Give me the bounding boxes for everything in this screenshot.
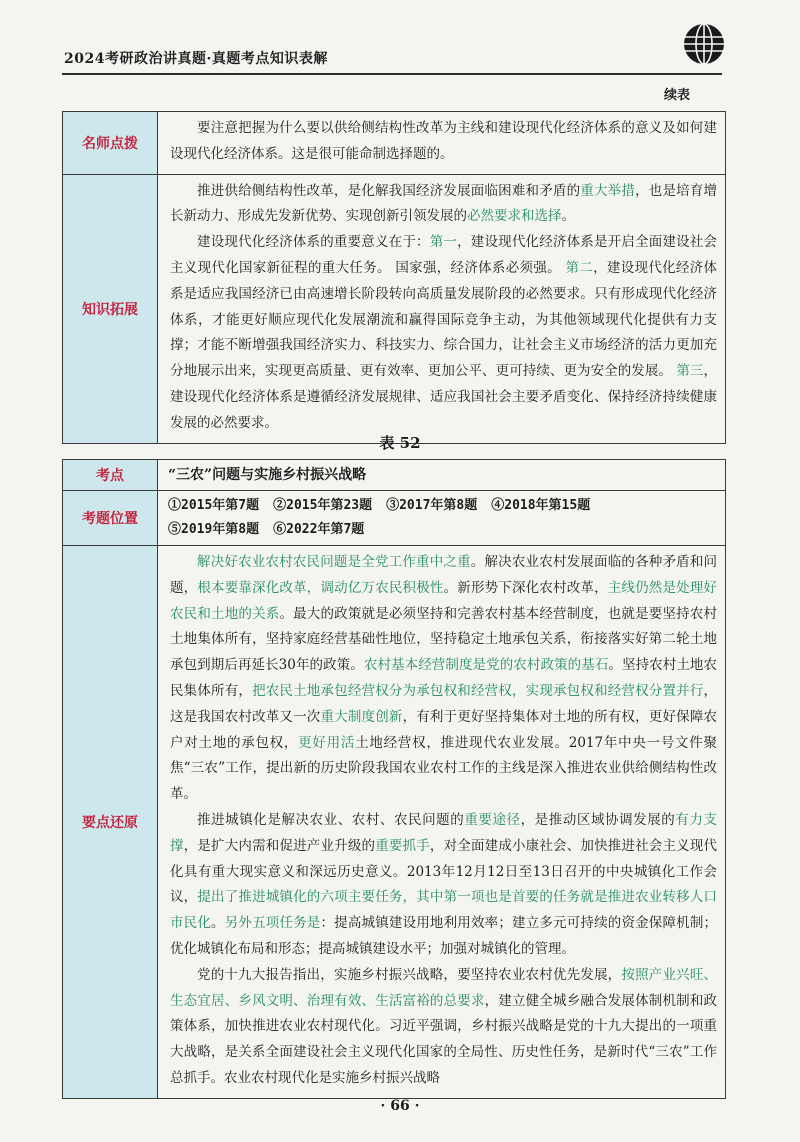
page-number: · 66 ·: [380, 1098, 420, 1114]
extension-label: 知识拓展: [63, 174, 158, 443]
key-points-label: 要点还原: [63, 546, 158, 1099]
highlight-text: 提出了推进城镇化的六项主要任务，其中第一项也是首要的任务就是推进农业转移人口市民化: [170, 889, 717, 932]
highlight-text: 另外五项任务是: [224, 915, 321, 932]
highlight-text: 根本要靠深化改革，调动亿万农民积极性: [197, 579, 444, 596]
text-run: ，也是培育增长新动力、形成先发新优势、实现创新引领发展的: [170, 182, 718, 225]
extension-cell: [158, 174, 726, 443]
highlight-text: 重大制度创新: [320, 708, 403, 725]
text-run: ，建立健全城乡融合发展体制机制和政策体系，加快推进农业农村现代化。习近平强调，乡村振兴战略是党的十九大提出的一项重大战略，是关系全面建设社会主义现代化国家的全局性、历史性任务，是新时代“三农”工作总抓手。农业农村现代化是实施乡村振兴战略: [170, 992, 718, 1086]
table-row: [63, 112, 726, 175]
text-run: ，建设现代化经济体系是开启全面建设社会主义现代化国家新征程的重大任务。 国家强，经济体系必须强。: [170, 234, 718, 276]
position-line-2: [168, 518, 715, 542]
page-header: [0, 0, 800, 103]
highlight-text: 必然要求和选择: [467, 208, 562, 225]
highlight-text: 解决好农业农村农民问题是全党工作重中之重: [197, 554, 471, 570]
highlight-text: 农村基本经营制度是党的农村政策的基石: [363, 657, 609, 674]
table-row: [63, 546, 726, 1099]
text-run: 建设现代化经济体系的重要意义在于：: [197, 234, 430, 251]
extension-paragraph-1: [170, 179, 717, 231]
text-run: ，建设现代化经济体系是遵循经济发展规律、适应我国社会主要矛盾变化、保持经济持续健康发展的必然要求。: [170, 363, 717, 431]
tip-text: 要注意把握为什么要以供给侧结构性改革为主线和建设现代化经济体系的意义及如何建设现代化经济体系。这是很可能命制选择题的。: [170, 120, 717, 162]
table-row: [63, 491, 726, 546]
highlight-text: 第二: [565, 259, 594, 276]
table-title: 表 52: [379, 434, 421, 452]
highlight-text: 有力支撑: [170, 811, 718, 854]
table-continued: [62, 111, 726, 444]
book-title: 2024考研政治讲真题·真题考点知识表解: [64, 51, 328, 67]
text-run: 。解决农业农村发展面临的各种矛盾和问题，: [170, 554, 718, 596]
topic-title: “三农”问题与实施乡村振兴战略: [158, 460, 726, 491]
text-run: ：提高城镇建设用地利用效率；建立多元可持续的资金保障机制；优化城镇化布局和形态；提高城镇建设水平；加强对城镇化的管理。: [170, 915, 718, 957]
text-run: 。: [211, 915, 225, 932]
text-run: ，建设现代化经济体系是适应我国经济已由高速增长阶段转向高质量发展阶段的必然要求。只有形成现代化经济体系，才能更好顺应现代化发展潮流和赢得国际竞争主动，为其他领域现代化提供有力支撑；才能不断增强我国经济实力、科技实力、综合国力，让社会主义市场经济的活力更加充分地展示出来，实现更高质量、更有效率、更加公平、更可持续、更为安全的发展。: [170, 259, 718, 380]
highlight-text: 按照产业兴旺、生态宜居、乡风文明、治理有效、生活富裕的总要求: [170, 966, 718, 1009]
key-points-paragraph-1: [170, 550, 717, 808]
position-item: ⑥2022年第7题: [273, 522, 365, 537]
highlight-text: 第三: [676, 363, 704, 380]
position-item: ④2018年第15题: [491, 498, 591, 513]
highlight-text: 主线仍然是处理好农民和土地的关系: [170, 579, 718, 622]
position-item: ⑤2019年第8题: [168, 522, 260, 537]
highlight-text: 更好用活: [298, 734, 356, 751]
highlight-text: 第一: [429, 234, 458, 251]
position-item: ①2015年第7题: [168, 498, 260, 513]
tip-cell: [158, 112, 726, 175]
text-run: ，对全面建成小康社会、加快推进社会主义现代化具有重大现实意义和深远历史意义。2013年12月12日至13日召开的中央城镇化工作会议，: [170, 837, 718, 906]
text-run: 。新形势下深化农村改革，: [443, 579, 608, 596]
extension-paragraph-2: [170, 230, 717, 436]
position-label: 考题位置: [63, 491, 158, 546]
highlight-text: 把农民土地承包经营权分为承包权和经营权，实现承包权和经营权分置并行: [252, 682, 704, 699]
key-points-cell: [158, 546, 726, 1099]
key-points-paragraph-3: [170, 963, 717, 1092]
highlight-text: 重大举措: [580, 182, 636, 199]
text-run: 党的十九大报告指出，实施乡村振兴战略，要坚持农业农村优先发展，: [197, 966, 622, 983]
text-run: 土地经营权，推进现代农业发展。2017年中央一号文件聚焦“三农”工作，提出新的历史阶段我国农业农村工作的主线是深入推进农业供给侧结构性改革。: [170, 734, 718, 803]
table-row: [63, 174, 726, 443]
tip-label: 名师点拨: [63, 112, 158, 175]
text-run: 。: [561, 208, 575, 225]
globe-icon: [682, 22, 726, 66]
highlight-text: 重要抓手: [375, 837, 430, 854]
text-run: ，这是我国农村改革又一次: [170, 682, 718, 725]
position-item: ②2015年第23题: [273, 498, 373, 513]
text-run: 推进供给侧结构性改革，是化解我国经济发展面临困难和矛盾的: [197, 182, 581, 199]
key-points-paragraph-2: [170, 808, 717, 963]
continued-label: 续表: [664, 88, 691, 103]
text-run: ，是推动区域协调发展的: [520, 811, 676, 828]
position-item: ③2017年第8题: [386, 498, 478, 513]
text-run: ，有利于更好坚持集体对土地的所有权，更好保障农户对土地的承包权，: [170, 708, 718, 751]
text-run: 推进城镇化是解决农业、农村、农民问题的: [197, 811, 465, 828]
text-run: 。坚持农村土地农民集体所有，: [170, 657, 718, 699]
table-row: [63, 460, 726, 491]
position-cell: [158, 491, 726, 546]
text-run: 。最大的政策就是必须坚持和完善农村基本经营制度，也就是要坚持农村土地集体所有，坚持家庭经营基础性地位，坚持稳定土地承包关系，衔接落实好第二轮土地承包到期后再延长30年的政策。: [170, 605, 718, 674]
highlight-text: 重要途径: [464, 811, 521, 828]
topic-label: 考点: [63, 460, 158, 491]
header-divider: [62, 73, 722, 75]
position-line-1: [168, 494, 715, 518]
text-run: ，是扩大内需和促进产业升级的: [183, 837, 376, 854]
table-52: [62, 459, 726, 1099]
